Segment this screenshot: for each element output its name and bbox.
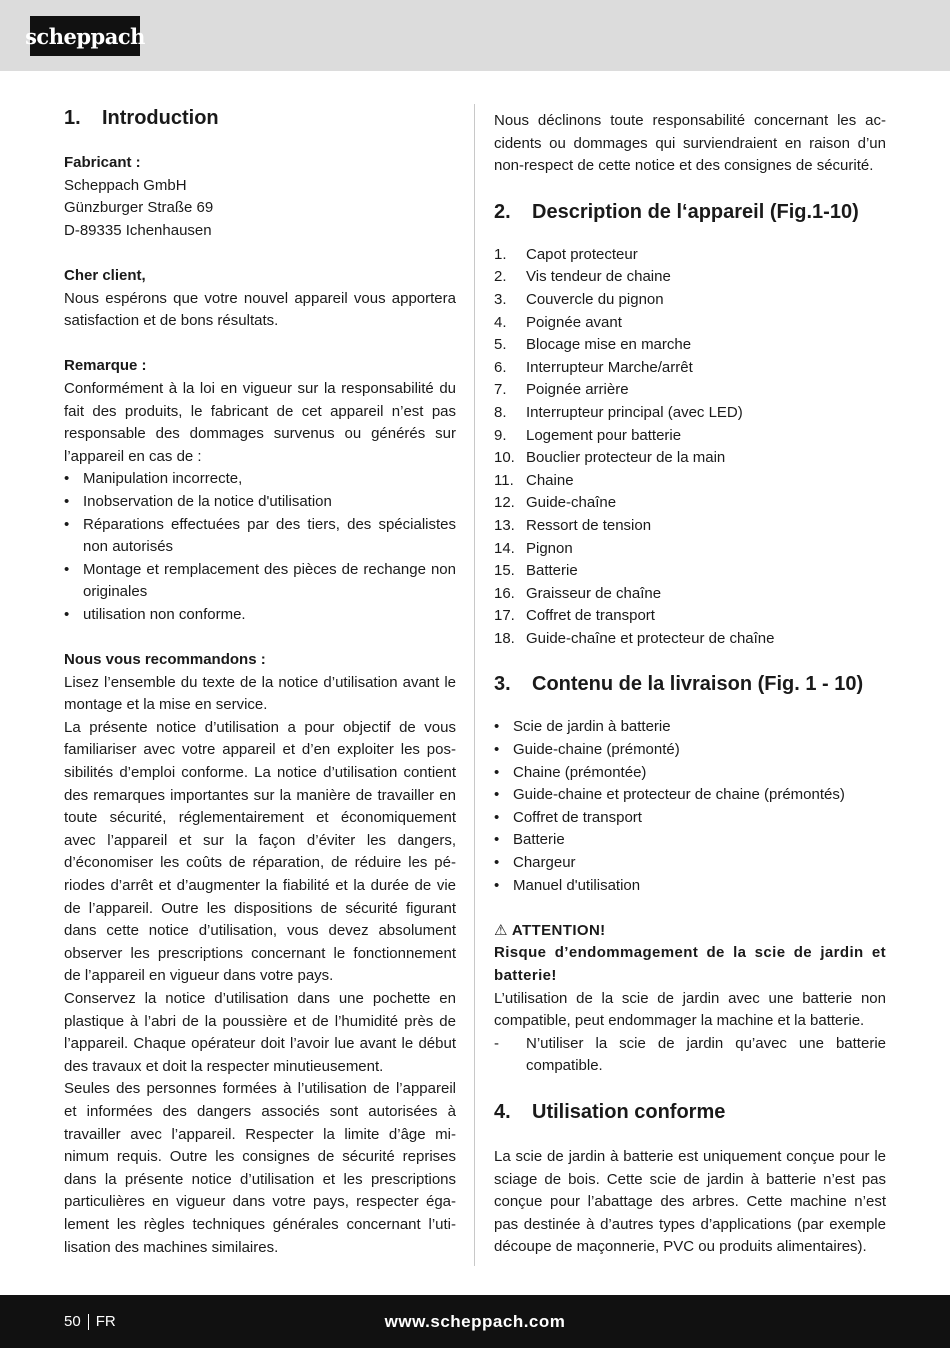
recommandons-paragraph: Conservez la notice d’utilisation dans une pochette en plastique à l’abri de la poussière et de l’humidité près de l’appareil. Chaque opérateur doit l’avoir lue avant le début des travaux et doit la respecter minutieusement. xyxy=(64,989,456,1075)
part-label: Capot protecteur xyxy=(526,245,638,263)
attention-title: ATTENTION! xyxy=(511,921,606,939)
delivery-item: • Batterie xyxy=(494,829,886,852)
section-title: Utilisation conforme xyxy=(532,1100,726,1123)
part-label: Interrupteur principal (avec LED) xyxy=(526,403,743,421)
part-label: Couvercle du pignon xyxy=(526,290,664,308)
part-number: 2. xyxy=(494,268,507,286)
disclaimer-text: Nous déclinons toute responsabilité concernant les accidents ou dommages qui surviendraient en raison d’un non-respect de cette notice et des consignes de sécurité. xyxy=(494,112,886,175)
recommandons-paragraph: Lisez l’ensemble du texte de la notice d’utilisation avant le montage et la mise en service. xyxy=(64,673,456,714)
part-label: Graisseur de chaîne xyxy=(526,584,662,602)
section-4-heading xyxy=(494,1098,886,1126)
address-line: Günzburger Straße 69 xyxy=(64,199,214,217)
part-item xyxy=(494,244,886,267)
section-3-heading xyxy=(494,670,886,698)
part-label: Coffret de transport xyxy=(526,607,655,625)
delivery-item: • Chaine (prémontée) xyxy=(494,762,886,785)
remarque-text: Conformément à la loi en vigueur sur la responsabilité du fait des produits, le fabricant de cet appareil n’est pas responsable des dommages survenus ou générés sur l’appareil en cas de : xyxy=(64,379,456,465)
page-header xyxy=(0,0,950,71)
part-label: Bouclier protecteur de la main xyxy=(526,449,726,467)
delivery-item: • Scie de jardin à batterie xyxy=(494,716,886,739)
page-number: 50 xyxy=(64,1313,81,1330)
part-number: 14. xyxy=(494,539,515,557)
recommandons-paragraph: Seules des personnes formées à l’utilisation de l’appareil et informées des dangers associés sont autorisées à travailler avec l’appareil. Respecter la limite d’âge minimum requis. Outre les consignes de sécurité reprises dans la présente notice d’utilisation et les prescriptions particulières en vigueur dans votre pays, respecter également les règles techniques générales concernant l’utilisation des machines similaires. xyxy=(64,1080,456,1256)
dash-marker: - xyxy=(494,1034,499,1052)
part-number: 10. xyxy=(494,449,515,467)
part-number: 3. xyxy=(494,290,507,308)
part-item xyxy=(494,357,886,380)
attention-item-text: N’utiliser la scie de jardin qu’avec une batterie compatible. xyxy=(526,1034,886,1075)
part-label: Interrupteur Marche/arrêt xyxy=(526,358,693,376)
part-number: 4. xyxy=(494,313,507,331)
part-number: 7. xyxy=(494,381,507,399)
part-item xyxy=(494,402,886,425)
part-label: Logement pour batterie xyxy=(526,426,682,444)
section-2-heading xyxy=(494,198,886,226)
part-item xyxy=(494,470,886,493)
utilisation-text: La scie de jardin à batterie est uniquement conçue pour le sciage de bois. Cette scie de jardin à batterie n’est pas conçue pour l’abattage des arbres. Cette machine n’est pas destinée à d’autres types d’applications (par exemple découpe de maçonnerie, PVC ou produits alimentaires). xyxy=(494,1147,886,1256)
address-line: Scheppach GmbH xyxy=(64,176,187,194)
part-item xyxy=(494,312,886,335)
fabricant-label: Fabricant : xyxy=(64,154,141,171)
part-number: 17. xyxy=(494,607,515,625)
part-item xyxy=(494,289,886,312)
part-label: Vis tendeur de chaine xyxy=(526,268,671,286)
section-number: 3. xyxy=(494,673,511,696)
section-1-heading xyxy=(64,104,456,132)
left-column xyxy=(64,104,456,1259)
attention-item xyxy=(494,1033,886,1078)
language-code: FR xyxy=(95,1313,116,1330)
attention-heading xyxy=(494,920,886,943)
part-label: Chaine xyxy=(526,471,574,489)
warning-icon: ⚠ xyxy=(494,921,508,939)
part-item xyxy=(494,379,886,402)
cher-client-text: Nous espérons que votre nouvel appareil vous apportera satisfaction et de bons résultats. xyxy=(64,289,456,330)
part-label: Guide-chaîne xyxy=(526,494,617,512)
delivery-item: • Guide-chaine et protecteur de chaine (prémontés) xyxy=(494,784,886,807)
remarque-label: Remarque : xyxy=(64,357,147,375)
website-url: www.scheppach.com xyxy=(384,1311,566,1331)
part-number: 12. xyxy=(494,494,515,512)
section-title: Description de l‘appareil (Fig.1-10) xyxy=(532,200,859,223)
delivery-item: • Manuel d'utilisation xyxy=(494,875,886,898)
part-item xyxy=(494,628,886,651)
list-item: • utilisation non conforme. xyxy=(64,604,456,627)
address-line: D-89335 Ichenhausen xyxy=(64,221,212,239)
part-number: 5. xyxy=(494,336,507,354)
part-label: Blocage mise en marche xyxy=(526,336,692,354)
page-footer xyxy=(0,1295,950,1348)
delivery-list xyxy=(494,716,886,897)
section-number: 1. xyxy=(64,107,81,129)
part-item xyxy=(494,605,886,628)
part-number: 16. xyxy=(494,584,515,602)
attention-text: L’utilisation de la scie de jardin avec une batterie non compatible, peut endommager la machine et la batterie. xyxy=(494,989,886,1030)
delivery-item: • Chargeur xyxy=(494,852,886,875)
section-number: 4. xyxy=(494,1100,511,1123)
recommandons-label: Nous vous recommandons : xyxy=(64,651,266,669)
part-label: Poignée avant xyxy=(526,313,622,331)
delivery-item: • Coffret de transport xyxy=(494,807,886,830)
attention-subtitle: Risque d’endommagement de la scie de jardin et batterie! xyxy=(494,944,886,984)
list-item: • Inobservation de la notice d'utilisation xyxy=(64,491,456,514)
part-number: 9. xyxy=(494,426,507,444)
right-column xyxy=(494,110,886,1259)
part-number: 15. xyxy=(494,562,515,580)
parts-list xyxy=(494,244,886,651)
list-item: • Montage et remplacement des pièces de rechange non originales xyxy=(64,559,456,604)
part-item xyxy=(494,425,886,448)
part-number: 1. xyxy=(494,245,507,263)
part-label: Guide-chaîne et protecteur de chaîne xyxy=(526,629,775,647)
section-title: Contenu de la livraison (Fig. 1 - 10) xyxy=(532,673,864,696)
column-divider xyxy=(474,104,475,1266)
part-item xyxy=(494,583,886,606)
part-label: Batterie xyxy=(526,562,578,580)
delivery-item: • Guide-chaine (prémonté) xyxy=(494,739,886,762)
part-label: Ressort de tension xyxy=(526,516,652,534)
cher-client-label: Cher client, xyxy=(64,266,146,284)
part-number: 11. xyxy=(494,471,514,489)
part-number: 13. xyxy=(494,516,515,534)
part-item xyxy=(494,538,886,561)
part-item xyxy=(494,560,886,583)
list-item: • Manipulation incorrecte, xyxy=(64,468,456,491)
remarque-list xyxy=(64,468,456,626)
section-number: 2. xyxy=(494,200,511,223)
part-item xyxy=(494,447,886,470)
part-label: Pignon xyxy=(526,539,573,557)
part-item xyxy=(494,492,886,515)
part-label: Poignée arrière xyxy=(526,381,629,399)
part-item xyxy=(494,334,886,357)
section-title: Introduction xyxy=(102,107,219,129)
part-number: 18. xyxy=(494,629,515,647)
part-item xyxy=(494,266,886,289)
part-number: 6. xyxy=(494,358,507,376)
scheppach-logo: scheppach xyxy=(30,16,140,56)
part-item xyxy=(494,515,886,538)
part-number: 8. xyxy=(494,403,507,421)
list-item: • Réparations effectuées par des tiers, des spécialistes non autorisés xyxy=(64,514,456,559)
recommandons-paragraph: La présente notice d’utilisation a pour objectif de vous familiariser avec votre appareil et d’en exploiter les possibilités d’emploi conforme. La notice d’utilisation contient des remarques importantes sur la manière de travailler en toute sécurité, réglementairement et économiquement avec l’appareil et sur la façon d’éviter les dangers, d’économiser les coûts de réparation, de réduire les périodes d’arrêt et d’augmenter la fiabilité et la durée de vie de l’appareil. Outre les dispositions de sécurité figurant dans cette notice d’utilisation, vous devez absolument observer les prescriptions concernant le fonctionnement de l’appareil en vigueur dans votre pays. xyxy=(64,718,456,985)
